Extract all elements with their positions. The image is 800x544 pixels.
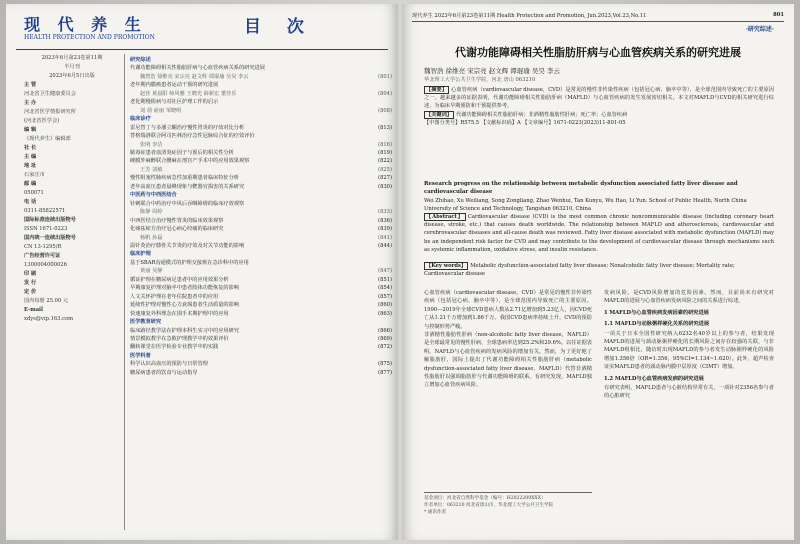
toc-entry-title: 老年期内膜癌患者运动干预的研究进展 [130,82,219,89]
journal-title: 现 代 养 生 [24,15,147,34]
article-authors: 魏智浩 徐维亮 宋宗亮 赵文辉 谭琨瑜 吴昊 李云 [424,67,560,75]
body-column-left [424,289,592,390]
toc-entry-title: 糖尿病患者的饮食与运动指导 [130,369,198,376]
toc-entry-authors[interactable] [130,267,392,275]
keywords-label: 【关键词】 [426,111,452,118]
toc-entry-page: (816) [378,141,392,148]
publication-info-line: 主 办 [24,100,37,106]
toc-entry-authors[interactable] [130,90,392,98]
publication-info-line: 定 价 [24,289,37,295]
toc-entry-page: (839) [378,226,392,233]
publication-info-line: (河北省医学会) [24,118,60,124]
toc-entry[interactable] [130,301,392,309]
publication-info-line: 050071 [24,190,44,196]
toc-entry-title: 雷尼替丁与多潘立酮治疗慢性胃炎的疗效对比分析 [130,124,245,131]
toc-entry[interactable] [130,360,392,368]
body-paragraph: 有研究表明，MAFLD患者与心脏结构异常有关，一项针对2356名参与者的心脏研究 [604,385,774,400]
page-number: 801 [773,12,784,18]
publication-info-line: 河北省卫生健康委员会 [24,91,76,97]
english-keywords-label: 【Key words】 [426,263,467,269]
toc-section-heading: 中医药与中西医结合 [130,192,177,199]
toc-entry-page: (822) [378,158,392,165]
right-page-article [402,4,794,540]
toc-entry[interactable] [130,293,392,301]
toc-entry-page: (863) [378,310,392,317]
section-heading: 1 MAFLD与心血管疾病发病因素的研究进展 [604,309,709,316]
left-page-table-of-contents [6,4,398,540]
toc-entry-page: (847) [378,268,392,275]
toc-entry-page: (836) [378,217,392,224]
publication-info-line: 主 编 [24,154,37,160]
subsection-heading: 1.2 MAFLD与心血管疾病发病的研究进展 [604,375,704,382]
toc-entry-page: (825) [378,166,392,173]
publication-info-line: 石家庄市 [24,172,45,178]
toc-entry-title: 化痰祛瘀方治疗冠心病心绞痛的临床研究 [130,226,224,233]
toc-entry-title: 人文关怀护理在老年住院患者中的应用 [130,293,219,300]
toc-entry[interactable] [130,64,392,72]
publication-info-line: 编 辑 [24,127,37,133]
toc-section-heading: 研究综述 [130,57,151,63]
toc-entry-title: 代谢功能障碍相关性脂肪肝病与心血管疾病关系的研究进展 [130,65,265,72]
article-affiliation: 华北理工大学公共卫生学院，河北 唐山 063210 [424,77,536,83]
toc-section-heading: 医学教育研究 [130,319,162,326]
toc-entry-page: (857) [378,293,392,300]
publication-info-line: 邮 编 [24,181,37,187]
toc-entry-page: (872) [378,344,392,351]
toc-entry-title: 赵佳 黄晨阳 师风雅 王晓光 薛新宏 董佳乐 [140,90,237,97]
english-authors: Wei Zhihao, Xu Weiliang, Song Zongliang, Zhao Wenhui, Tan Kunyu, Wu Hao, Li Yun. School of Public Health, North China University of Science and Technology, Tangshan 063210, China [424,198,747,213]
body-column-right [604,289,774,401]
publication-info-line: 地 址 [24,163,37,169]
article-title: 代谢功能障碍相关性脂肪肝病与心血管疾病关系的研究进展 [455,46,741,59]
toc-entry-page: (866) [378,327,392,334]
english-title: Research progress on the relationship between metabolic dysfunction associated fatty liver disease and cardiovascular disease [424,181,738,196]
toc-entry[interactable] [130,183,392,191]
toc-entry-title: 临床路径教学法在护理本科生实习中的应用研究 [130,327,239,334]
body-paragraph: 非酒精性脂肪性肝病（non-alcoholic fatty liver disease，NAFLD）是全球最常见的慢性肝病，全球患病率达到25.2%和29.6%。以往证据表明，NAFLD与心血管疾病的发病风险的增加有关。然而，为了更好地了解脂肪肝，国际上提出了代谢功能障碍相关性脂肪肝病（metabolic dysfunction-associated fatty liver disease，MAFLD）代替非酒精性脂肪肝以强调脂肪肝与代谢功能障碍的联系。有研究发现，MAFLD独立增加心血管疾病风险。 [424,332,592,389]
toc-entry-title: 刘 倩 俞丽 邹晓明 [140,107,182,114]
toc-entry-page: (851) [378,276,392,283]
toc-entry[interactable] [130,217,392,225]
abstract-cn [424,86,774,127]
publication-info-line: 河北省医学情报研究所 [24,109,76,115]
publication-info-sidebar [24,54,120,324]
toc-entry[interactable] [130,369,392,377]
toc-entry[interactable] [130,343,392,351]
toc-entry-page: (860) [378,302,392,309]
toc-entry-page: (813) [378,124,392,131]
header-divider [16,49,388,50]
toc-entry[interactable] [130,81,392,89]
publication-info-line: E-mail [24,307,43,313]
toc-entry-page: (877) [378,369,392,376]
toc-entry-authors[interactable] [130,73,392,81]
toc-entry-page: (819) [378,149,392,156]
publication-info-line: 广告经营许可证 [24,253,61,259]
toc-entry[interactable] [130,310,392,318]
toc-entry-title: 翻转课堂在医学检验专业教学中的实践 [130,344,219,351]
toc-entry[interactable] [130,98,392,106]
toc-entry-title: 王芳 刘敏 [140,166,163,173]
toc-section-heading: 临床诊疗 [130,116,151,123]
toc-section-heading: 医学科普 [130,352,151,359]
toc-entry-page: (827) [378,175,392,182]
toc-entry-page: (833) [378,209,392,216]
publication-info-line: 电 话 [24,199,37,205]
body-paragraph: 心血管疾病（cardiovascular disease，CVD）是常见的慢性非传染性疾病（包括冠心病、脑卒中等），是全球范围内导致死亡的主要原因。1990—2019年全球CVD患病人数从2.71亿增加到5.23亿人，因CVD死亡从1.21千万增加到1.86千万。我国CVD患病率持续上升，CVD的预防与控制形势严峻。 [424,290,592,330]
toc-entry-title: 情景模拟教学在急救护理教学中的效果评价 [130,335,229,342]
column-tag: ·研究综述· [745,26,774,33]
english-keywords [424,262,774,278]
toc-entry-title: 基于SBAR沟通模式的护理交接班在急诊科中的应用 [130,259,249,266]
toc-entry[interactable] [130,327,392,335]
toc-list [130,56,392,377]
publication-info-line: 2023年6月第23卷第11期 [41,55,103,61]
toc-entry-title: 老化期慢阻病与对社区护理工作的启示 [130,99,219,106]
publication-info-line: 发 行 [24,280,37,286]
toc-entry[interactable] [130,174,392,182]
toc-entry[interactable] [130,124,392,132]
toc-section-heading: 临床护理 [130,251,151,258]
english-abstract-label: 【Abstract】 [426,214,464,220]
abstract-text: 心血管疾病（cardiovascular disease，CVD）是常见的慢性非传染性疾病（包括冠心病、脑卒中等），是全球范围内导致死亡的主要原因之一。越来越多的证据表明，代谢功能障碍相关性脂肪肝病（MAFLD）与心血管疾病的发生发展密切相关。本文对MAFLD与CVD的相关研究进行综述，为临床早期预防和干预提供参考。 [424,87,774,110]
keywords-text: 代谢功能障碍相关性脂肪肝病；非酒精性脂肪性肝病；死亡率；心血管疾病 [455,111,628,118]
toc-entry-page: (841) [378,234,392,241]
footnote: 基金项目：河北省自然科学基金（编号：H2022209XXX） 作者单位：063210 河北省唐山市，华北理工大学公共卫生学院 * 通讯作者 [424,492,592,516]
english-keywords-text: Metabolic dysfunction-associated fatty liver disease; Nonalcoholic fatty liver disease; Mortality rate; Cardiovascular disease [424,263,735,278]
english-abstract-text: Cardiovascular disease (CVD) is the most common chronic noncommunicable disease (including coronary heart disease, stroke, etc.) that causes death worldwide. The relationship between MAFLD and atherosclerosis, cardiovascular and cerebrovascular diseases and all-cause death was reviewed. Fatty liver disease associated with metabolic dysfunction (MAFLD) may be an independent risk factor for CVD and may contribute to the development of cardiovascular disease through mechanisms such as systemic inflammation, oxidative stress, and insulin resistance. [424,214,774,253]
publication-info-line: 0311-85822571 [24,208,66,214]
toc-entry-title: 早期康复护理对脑卒中患者肢体功能恢复的影响 [130,285,239,292]
abstract-label: 【摘要】 [426,87,448,93]
publication-info-line: 国际标准连续出版物号 [24,217,76,223]
toc-entry-page: (844) [378,242,392,249]
toc-entry-page: (804) [378,90,392,97]
toc-entry[interactable] [130,259,392,267]
publication-info-line: 社 长 [24,145,37,151]
toc-entry-authors[interactable] [130,208,392,216]
publication-info-line: CN 13-1295/R [24,244,62,250]
english-abstract [424,213,774,254]
publication-info-line: 国内统一连续出版物号 [24,235,76,241]
toc-entry-page: (854) [378,285,392,292]
publication-info-line: 国内每册 25.00 元 [24,298,69,304]
classification-line: 【中图分类号】R575.5 【文献标识码】A 【文章编号】1671-0223(2023)11-801-05 [424,119,626,126]
toc-entry-title: 脓毒症患者血清炎症因子与预后的相关性分析 [130,149,234,156]
toc-entry-title: 快速康复外科理念在围手术期护理中的应用 [130,310,229,317]
toc-entry-page: (801) [378,73,392,80]
toc-entry-title: 硬膜外麻醉联合腰麻在剖宫产手术中的应用效果观察 [130,158,250,165]
toc-entry-authors[interactable] [130,234,392,242]
toc-entry-page: (869) [378,335,392,342]
toc-entry-page: (875) [378,361,392,368]
toc-entry[interactable] [130,242,392,250]
publication-info-line: 2023年6月5日出版 [49,73,95,79]
toc-entry-title: 温针灸治疗膝骨关节炎的疗效及对关节功能的影响 [130,242,245,249]
toc-entry[interactable] [130,132,392,140]
toc-entry-title: 黄丽 吴静 [140,268,163,275]
toc-entry-authors[interactable] [130,141,392,149]
body-paragraph: 发病风险，是CVD风险增加的危险因素。然而，目前尚未有研究对MAFLD的进展与心血管疾病发病风险之间的关系进行综述。 [604,290,774,305]
toc-entry[interactable] [130,276,392,284]
publication-info-line: 1300004000026 [24,262,67,268]
toc-entry-title: 替格瑞洛联合阿司匹林治疗急性冠脉综合征的疗效评价 [130,133,255,140]
toc-entry-title: 张明 李洁 [140,141,163,148]
journal-title-en: HEALTH PROTECTION AND PROMOTION [24,34,155,41]
toc-entry[interactable] [130,225,392,233]
publication-info-line: xdys@vip.163.com [24,316,74,322]
publication-info-line: 半月刊 [64,64,80,70]
publication-info-line: 主 管 [24,82,37,88]
publication-info-line: 《现代养生》编辑部 [24,136,71,142]
toc-entry-title: 延续性护理对慢性心力衰竭患者生活质量的影响 [130,302,239,309]
subsection-heading: 1.1 MAFLD与动脉粥样硬化关系的研究进展 [604,321,710,328]
toc-entry-title: 杨帆 孙磊 [140,234,163,241]
toc-entry[interactable] [130,157,392,165]
toc-entry-page: (808) [378,107,392,114]
body-paragraph: 一项关于日本全国性研究纳入6232名40岁以上的参与者，结果发现MAFLD的进展与颈动脉粥样硬化的长期风险之间存在较强的关联，与非MAFLD组相比，随访时出现MAFLD的参与者发生动脉粥样硬化的风险增加1.356倍（OR=1.356，95%CI=1.134~1.620）。此外，超声检查证实MAFLD患者的颈动脉内膜中层厚度（CIMT）增加。 [604,330,774,371]
toc-entry-title: 老年高血压患者晨峰现象与靶器官损害的关系研究 [130,183,245,190]
toc-entry-title: 魏智浩 徐维亮 宋宗亮 赵文辉 谭琨瑜 吴昊 李云 [140,73,249,80]
sidebar-divider [124,54,125,530]
toc-entry-title: 陈静 周婷 [140,209,163,216]
toc-entry[interactable] [130,284,392,292]
toc-entry-title: 针刺联合中药治疗中风后吞咽障碍的临床疗效观察 [130,200,245,207]
publication-info-line: 印 刷 [24,271,37,277]
toc-entry-authors[interactable] [130,107,392,115]
toc-entry-title: 循证护理在糖尿病足患者中的应用效果分析 [130,276,229,283]
toc-entry-page: (830) [378,183,392,190]
toc-entry-authors[interactable] [130,166,392,174]
toc-entry[interactable] [130,200,392,208]
running-header-text: 现代养生 2023年6月第23卷第11期 Health Protection and Promotion, Jun.2023,Vol.23,No.11 [412,13,647,19]
running-header [412,12,784,22]
publication-info-line: ISSN 1671-0223 [24,226,68,232]
toc-entry[interactable] [130,335,392,343]
toc-entry-title: 慢性阻塞性肺疾病急性加重期患者临床特征分析 [130,175,239,182]
toc-entry[interactable] [130,149,392,157]
toc-entry-title: 中西医结合治疗慢性胃炎的临床效果观察 [130,217,224,224]
toc-entry-title: 科学认识高血压的预防与日常管理 [130,361,208,368]
toc-title: 目 次 [244,17,314,37]
